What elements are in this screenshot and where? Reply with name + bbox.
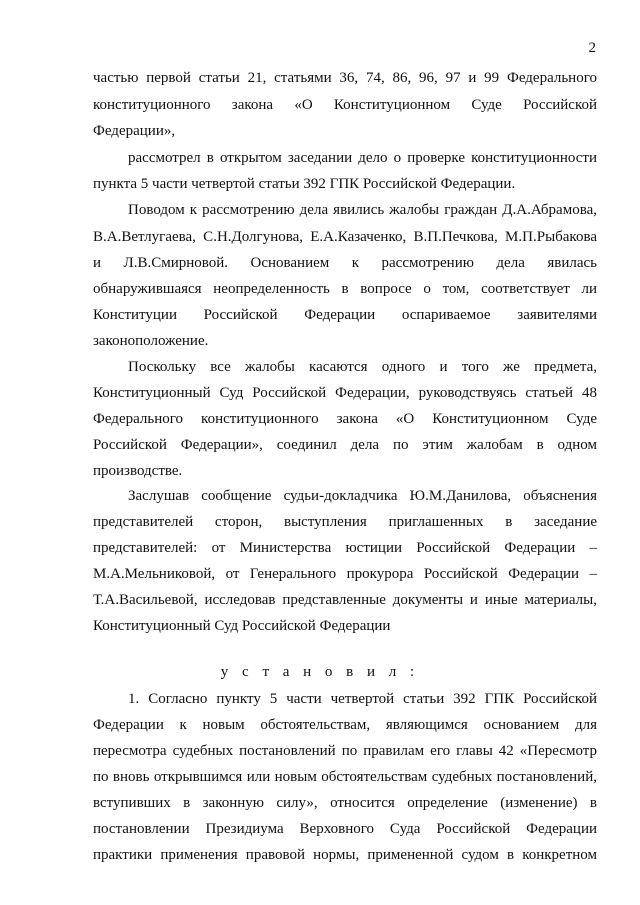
document-line: представителей сторон, выступления приглашенных в заседание xyxy=(93,514,597,530)
document-line: Федерации», xyxy=(93,123,176,139)
document-line: Заслушав сообщение судьи-докладчика Ю.М.Данилова, объяснения xyxy=(128,488,597,504)
document-line: производстве. xyxy=(93,463,183,479)
document-line: обнаружившаяся неопределенность в вопросе о том, соответствует ли xyxy=(93,281,597,297)
document-line: законоположение. xyxy=(93,333,209,349)
document-line: В.А.Ветлугаева, С.Н.Долгунова, Е.А.Казаченко, В.П.Печкова, М.П.Рыбакова xyxy=(93,229,597,245)
document-line: постановлении Президиума Верховного Суда Российской Федерации xyxy=(93,821,597,837)
document-line: Поскольку все жалобы касаются одного и того же предмета, xyxy=(128,359,597,375)
document-line: и Л.В.Смирновой. Основанием к рассмотрению дела явилась xyxy=(93,255,597,271)
document-line: конституционного закона «О Конституционном Суде Российской xyxy=(93,97,597,113)
document-line: частью первой статьи 21, статьями 36, 74, 86, 96, 97 и 99 Федерального xyxy=(93,70,597,86)
document-line: Конституционный Суд Российской Федерации xyxy=(93,618,391,634)
document-line: Федерации к новым обстоятельствам, являющимся основанием для xyxy=(93,717,597,733)
document-line: практики применения правовой нормы, примененной судом в конкретном xyxy=(93,847,597,863)
document-line: Поводом к рассмотрению дела явились жалобы граждан Д.А.Абрамова, xyxy=(128,202,597,218)
document-line: вступивших в законную силу», относится определение (изменение) в xyxy=(93,795,597,811)
page-number: 2 xyxy=(588,40,596,56)
document-line: Конституционный Суд Российской Федерации, руководствуясь статьей 48 xyxy=(93,385,597,401)
document-line: Российской Федерации», соединил дела по этим жалобам в одном xyxy=(93,437,597,453)
document-line: М.А.Мельниковой, от Генерального прокурора Российской Федерации – xyxy=(93,566,597,582)
document-line: Конституции Российской Федерации оспариваемое заявителями xyxy=(93,307,597,323)
document-line: по вновь открывшимся или новым обстоятельствам судебных постановлений, xyxy=(93,769,597,785)
document-line: представителей: от Министерства юстиции Российской Федерации – xyxy=(93,540,597,556)
document-line: рассмотрел в открытом заседании дело о проверке конституционности xyxy=(128,150,597,166)
document-line: Т.А.Васильевой, исследовав представленные документы и иные материалы, xyxy=(93,592,597,608)
document-line: пересмотра судебных постановлений по правилам его главы 42 «Пересмотр xyxy=(93,743,597,759)
document-line: пункта 5 части четвертой статьи 392 ГПК Российской Федерации. xyxy=(93,176,516,192)
document-line: Федерального конституционного закона «О Конституционном Суде xyxy=(93,411,597,427)
section-heading: у с т а н о в и л : xyxy=(220,664,420,680)
document-line: 1. Согласно пункту 5 части четвертой статьи 392 ГПК Российской xyxy=(128,691,597,707)
